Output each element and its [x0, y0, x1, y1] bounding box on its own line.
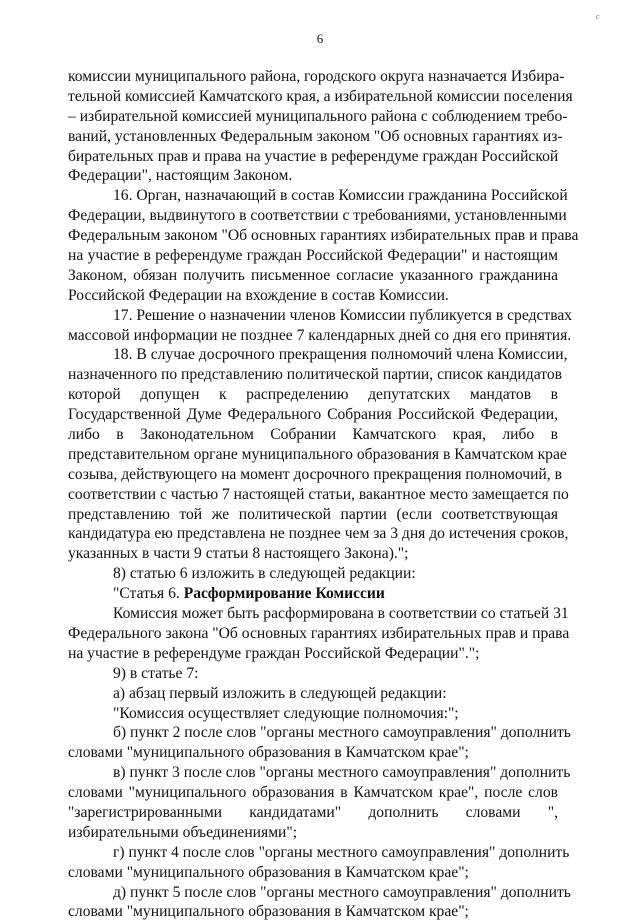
corner-mark: c	[596, 12, 600, 21]
text-line: комиссии муниципального района, городского округа назначается Избира-	[68, 68, 565, 85]
text-line: на участие в референдуме граждан Российской Федерации" и настоящим	[68, 247, 558, 265]
text-line: Комиссия может быть расформирована в соответствии со статьей 31	[113, 605, 569, 623]
text-line: в) пункт 3 после слов "органы местного самоуправления" дополнить	[113, 764, 571, 782]
text-line: бирательных прав и права на участие в референдуме граждан Российской	[68, 147, 559, 165]
text-line: Федерации, выдвинутого в соответствии с требованиями, установленными	[68, 207, 567, 225]
text-line: назначенного по представлению политической партии, список кандидатов	[68, 366, 562, 384]
text-line: словами "муниципального образования в Камчатском крае";	[68, 863, 469, 881]
text-line: кандидатура ею представлена не позднее чем за 3 дня до истечения сроков,	[68, 525, 569, 543]
text-line: представительном органе муниципального образования в Камчатском крае	[68, 445, 567, 463]
text-line: Российской Федерации на вхождение в состав Комиссии.	[68, 286, 449, 304]
text-line: "зарегистрированными кандидатами" дополнить словами ",	[68, 803, 558, 821]
text-line: на участие в референдуме граждан Российской Федерации".";	[68, 644, 480, 662]
text-line: ваний, установленных Федеральным законом "Об основных гарантиях из-	[68, 127, 563, 145]
article-heading	[68, 584, 558, 604]
text-line: б) пункт 2 после слов "органы местного самоуправления" дополнить	[113, 724, 571, 742]
text-line: Федеральным законом "Об основных гарантиях избирательных прав и права	[68, 227, 579, 245]
text-line: 18. В случае досрочного прекращения полномочий члена Комиссии,	[113, 346, 568, 364]
text-line: г) пункт 4 после слов "органы местного самоуправления" дополнить	[113, 843, 570, 861]
text-line: которой допущен к распределению депутатских мандатов в	[68, 386, 558, 404]
text-line: представлению той же политической партии (если соответствующая	[68, 505, 558, 523]
text-line: а) абзац первый изложить в следующей редакции:	[113, 684, 447, 702]
text-line: указанных в части 9 статьи 8 настоящего Закона).";	[68, 545, 409, 563]
page-number: 6	[316, 31, 324, 46]
text-line: – избирательной комиссией муниципального района с соблюдением требо-	[68, 107, 568, 125]
text-line: Федерального закона "Об основных гарантиях избирательных прав и права	[68, 624, 570, 642]
text-line: Государственной Думе Федерального Собрания Российской Федерации,	[68, 406, 558, 424]
text-line: 16. Орган, назначающий в состав Комиссии гражданина Российской	[113, 187, 568, 205]
article-heading-title: Расформирование Комиссии	[183, 585, 385, 603]
text-line: Законом, обязан получить письменное согласие указанного гражданина	[68, 266, 558, 284]
text-line: словами "муниципального образования в Камчатском крае";	[68, 903, 469, 921]
article-heading-prefix: "Статья 6.	[113, 585, 184, 603]
text-line: тельной комиссией Камчатского края, а избирательной комиссии поселения	[68, 87, 573, 105]
text-line: Федерации", настоящим Законом.	[68, 167, 293, 185]
document-body	[68, 67, 579, 922]
text-line: избирательными объединениями";	[68, 823, 298, 841]
text-line: 9) в статье 7:	[113, 664, 199, 682]
text-line: созыва, действующего на момент досрочного прекращения полномочий, в	[68, 465, 562, 483]
text-line: соответствии с частью 7 настоящей статьи, вакантное место замещается по	[68, 485, 569, 503]
text-line: словами "муниципального образования в Камчатском крае", после слов	[68, 784, 558, 802]
text-line: "Комиссия осуществляет следующие полномочия:";	[113, 704, 459, 722]
text-line: массовой информации не позднее 7 календарных дней со дня его принятия.	[68, 326, 572, 344]
text-line: 8) статью 6 изложить в следующей редакции:	[113, 565, 416, 583]
text-line: словами "муниципального образования в Камчатском крае";	[68, 744, 469, 762]
text-line: либо в Законодательном Собрании Камчатского края, либо в	[68, 426, 558, 444]
text-line: д) пункт 5 после слов "органы местного самоуправления" дополнить	[113, 883, 571, 901]
text-line: 17. Решение о назначении членов Комиссии публикуется в средствах	[113, 306, 573, 324]
